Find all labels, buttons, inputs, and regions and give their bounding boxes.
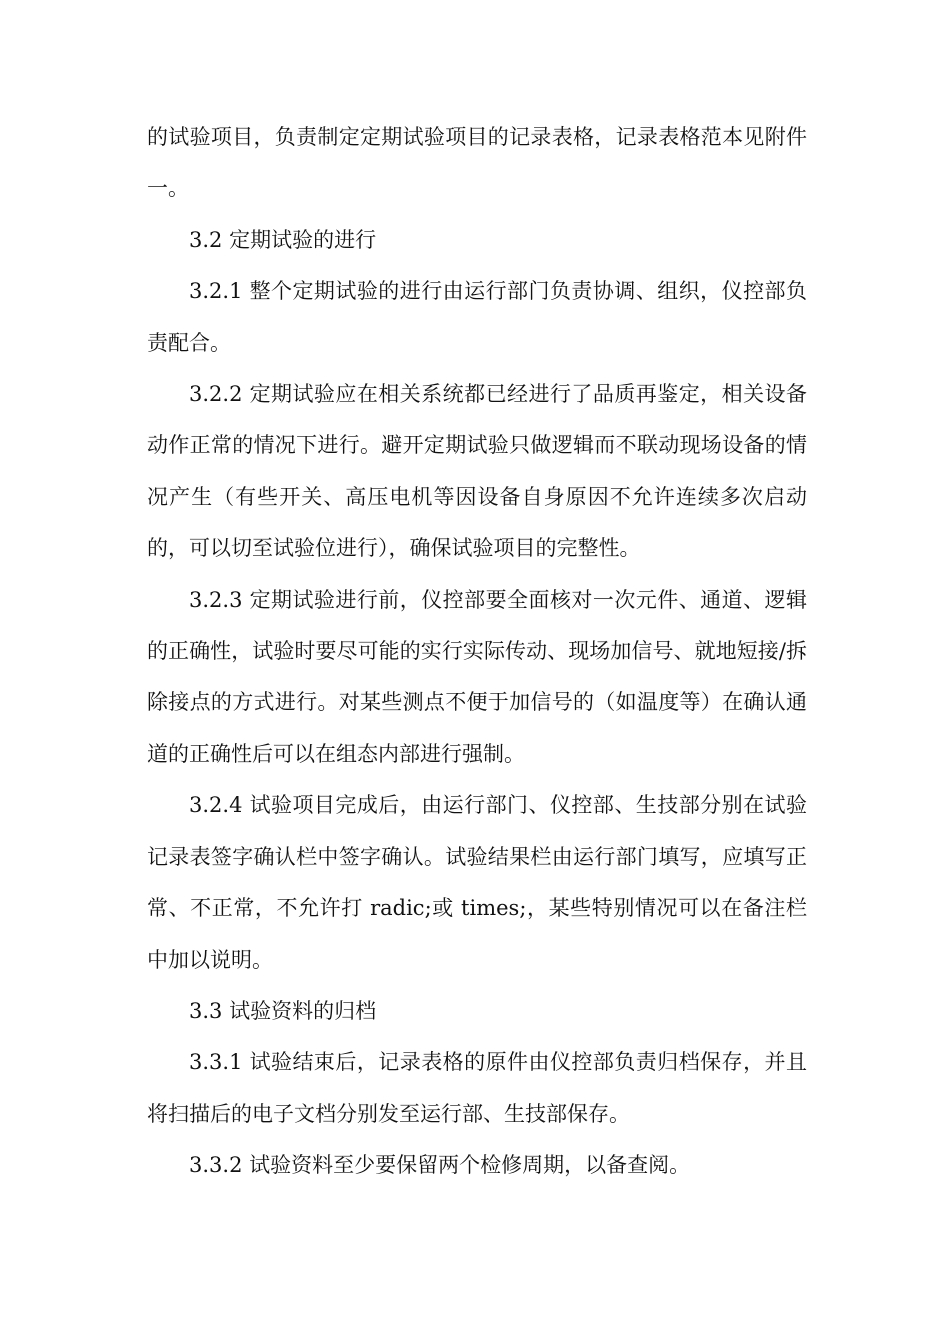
paragraph-3-3-1: 3.3.1 试验结束后，记录表格的原件由仪控部负责归档保存，并且将扫描后的电子文档分别发至运行部、生技部保存。 bbox=[147, 1050, 807, 1126]
section-heading-3-2: 3.2 定期试验的进行 bbox=[189, 227, 377, 252]
paragraph-continuation: 的试验项目，负责制定定期试验项目的记录表格，记录表格范本见附件一。 bbox=[147, 125, 807, 201]
section-heading-3-3: 3.3 试验资料的归档 bbox=[189, 998, 377, 1023]
document-body bbox=[147, 112, 807, 1192]
paragraph-3-2-4: 3.2.4 试验项目完成后，由运行部门、仪控部、生技部分别在试验记录表签字确认栏中签字确认。试验结果栏由运行部门填写，应填写正常、不正常，不允许打 radic;或 times;，某些特别情况可以在备注栏中加以说明。 bbox=[147, 793, 807, 972]
paragraph-3-2-3: 3.2.3 定期试验进行前，仪控部要全面核对一次元件、通道、逻辑的正确性，试验时要尽可能的实行实际传动、现场加信号、就地短接/拆除接点的方式进行。对某些测点不便于加信号的（如温度等）在确认通道的正确性后可以在组态内部进行强制。 bbox=[147, 587, 807, 766]
paragraph-3-2-2: 3.2.2 定期试验应在相关系统都已经进行了品质再鉴定，相关设备动作正常的情况下进行。避开定期试验只做逻辑而不联动现场设备的情况产生（有些开关、高压电机等因设备自身原因不允许连续多次启动的，可以切至试验位进行），确保试验项目的完整性。 bbox=[147, 382, 807, 561]
paragraph-3-3-2: 3.3.2 试验资料至少要保留两个检修周期，以备查阅。 bbox=[189, 1153, 691, 1178]
paragraph-3-2-1: 3.2.1 整个定期试验的进行由运行部门负责协调、组织，仪控部负责配合。 bbox=[147, 279, 807, 355]
